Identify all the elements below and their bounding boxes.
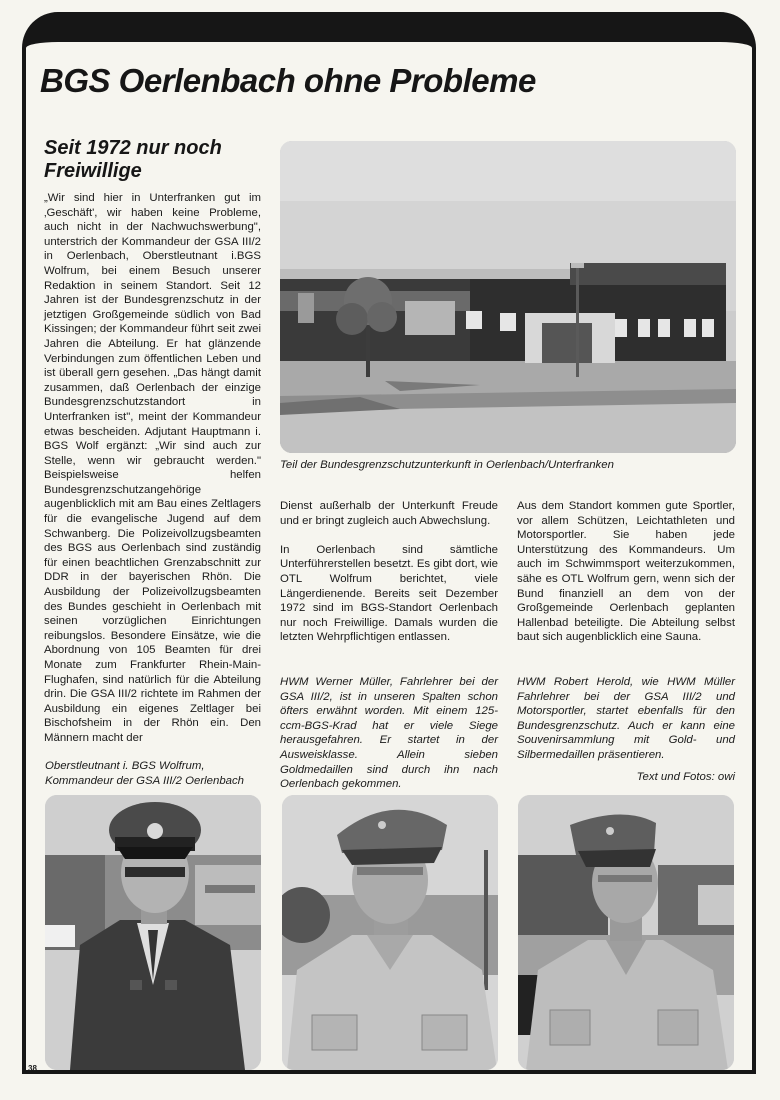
- article-column-1: „Wir sind hier in Unterfranken gut im ‚Geschäft', wir haben keine Probleme, auch nicht in der Nachwuchswerbung", unterstrich der Kommandeur der GSA III/2 in Oerlenbach, Oberstleutnant i.BGS Wolfrum, bei einem Besuch unserer Redaktion in seinem Standort. Seit 12 Jahren ist der Bundesgrenzschutz in der jetztigen Großgemeinde südlich von Bad Kissingen; der Kommandeur führt seit zwei Jahren die Abteilung. Er hat glänzende Verbindungen zum öffentlichen Leben und ist überall gern gesehen. „Das hängt damit zusammen, daß Oerlenbach der einzige Bundesgrenzschutzstandort in Unterfranken ist", meint der Kommandeur etwas bescheiden. Adjutant Hauptmann i. BGS Wolf ergänzt: „Wir sind auch zur Stelle, wenn wir gebraucht werden." Beispielsweise helfen Bundesgrenzschutzangehörige augenblicklich mit am Bau eines Zeltlagers für die evangelische Jugend auf dem Schwanberg. Die Polizeivollzugsbeamten des BGS aus Oerlenbach sind zuständig für einen beachtlichen Grenzabschnitt zur DDR in der bayerischen Rhön. Die Ausbildung der Polizeivollzugsbeamten des Bundes geschieht in Oerlenbach mit seinen vorzüglichen Einrichtungen reibungslos. Besondere Einsätze, wie die Abordnung von 105 Beamten für drei Monate zum Frankfurter Rhein-Main-Flughafen, sind natürlich für die Abteilung drin. Die GSA III/2 richtete im Rahmen der Ausbildung ein eigenes Zeltlager bei Bischofsheim in der Rhön ein. Den Männern macht der: [44, 192, 261, 744]
- column-2-paragraph-2: In Oerlenbach sind sämtliche Unterführerstellen besetzt. Es gibt dort, wie OTL Wolfrum berichtet, viele Längerdienende. Bereits seit Dezember 1972 sind im BGS-Standort Oerlenbach nur noch Freiwillige. Damals wurden die letzten Wehrpflichtigen entlassen.: [280, 543, 498, 644]
- page-number: 38: [28, 1064, 37, 1073]
- portrait-photo-commander: [45, 795, 261, 1070]
- article-column-2: [280, 499, 498, 660]
- building-photo: [280, 141, 736, 453]
- photo-credit: Text und Fotos: owi: [636, 771, 735, 783]
- portrait-photo-mueller: [282, 795, 498, 1070]
- column-3-paragraph-1: Aus dem Standort kommen gute Sportler, vor allem Schützen, Leichtathleten und Motorsportler. Sie haben jede Unterstützung des Kommandeurs. Um auch im Schwimmsport weiterzukommen, sähe es OTL Wolfrum gern, wenn sich der Bund finanziell an dem von der Großgemeinde Oerlenbach geplanten Hallenbad beteiligte. Die Abteilung selbst baut sich augenblicklich eine Sauna.: [517, 500, 735, 644]
- article-column-3: [517, 499, 735, 660]
- headline: BGS Oerlenbach ohne Probleme: [40, 62, 536, 99]
- subheadline: Seit 1972 nur noch Freiwillige: [44, 137, 222, 182]
- column-2-paragraph-1: Dienst außerhalb der Unterkunft Freude und er bringt zugleich auch Abwechslung.: [280, 500, 498, 527]
- building-photo-caption: Teil der Bundesgrenzschutzunterkunft in Oerlenbach/Unterfranken: [280, 459, 614, 471]
- middle-portrait-caption: HWM Werner Müller, Fahrlehrer bei der GSA III/2, ist in unseren Spalten schon öfters erwähnt worden. Mit einem 125-ccm-BGS-Krad hat er viele Siege herausgefahren. Er startet in der Ausweisklasse. Allein sieben Goldmedaillen sind durch ihn nach Oerlenbach gekommen.: [280, 676, 498, 791]
- right-portrait-caption: HWM Robert Herold, wie HWM Müller Fahrlehrer bei der GSA III/2 und Motorsportler, startet ebenfalls für den Bundesgrenzschutz. Auch er kann eine Souvenirsammlung mit Gold- und Silbermedaillen präsentieren.: [517, 676, 735, 761]
- left-portrait-caption: Oberstleutnant i. BGS Wolfrum, Kommandeur der GSA III/2 Oerlenbach: [45, 760, 245, 787]
- portrait-photo-herold: [518, 795, 734, 1070]
